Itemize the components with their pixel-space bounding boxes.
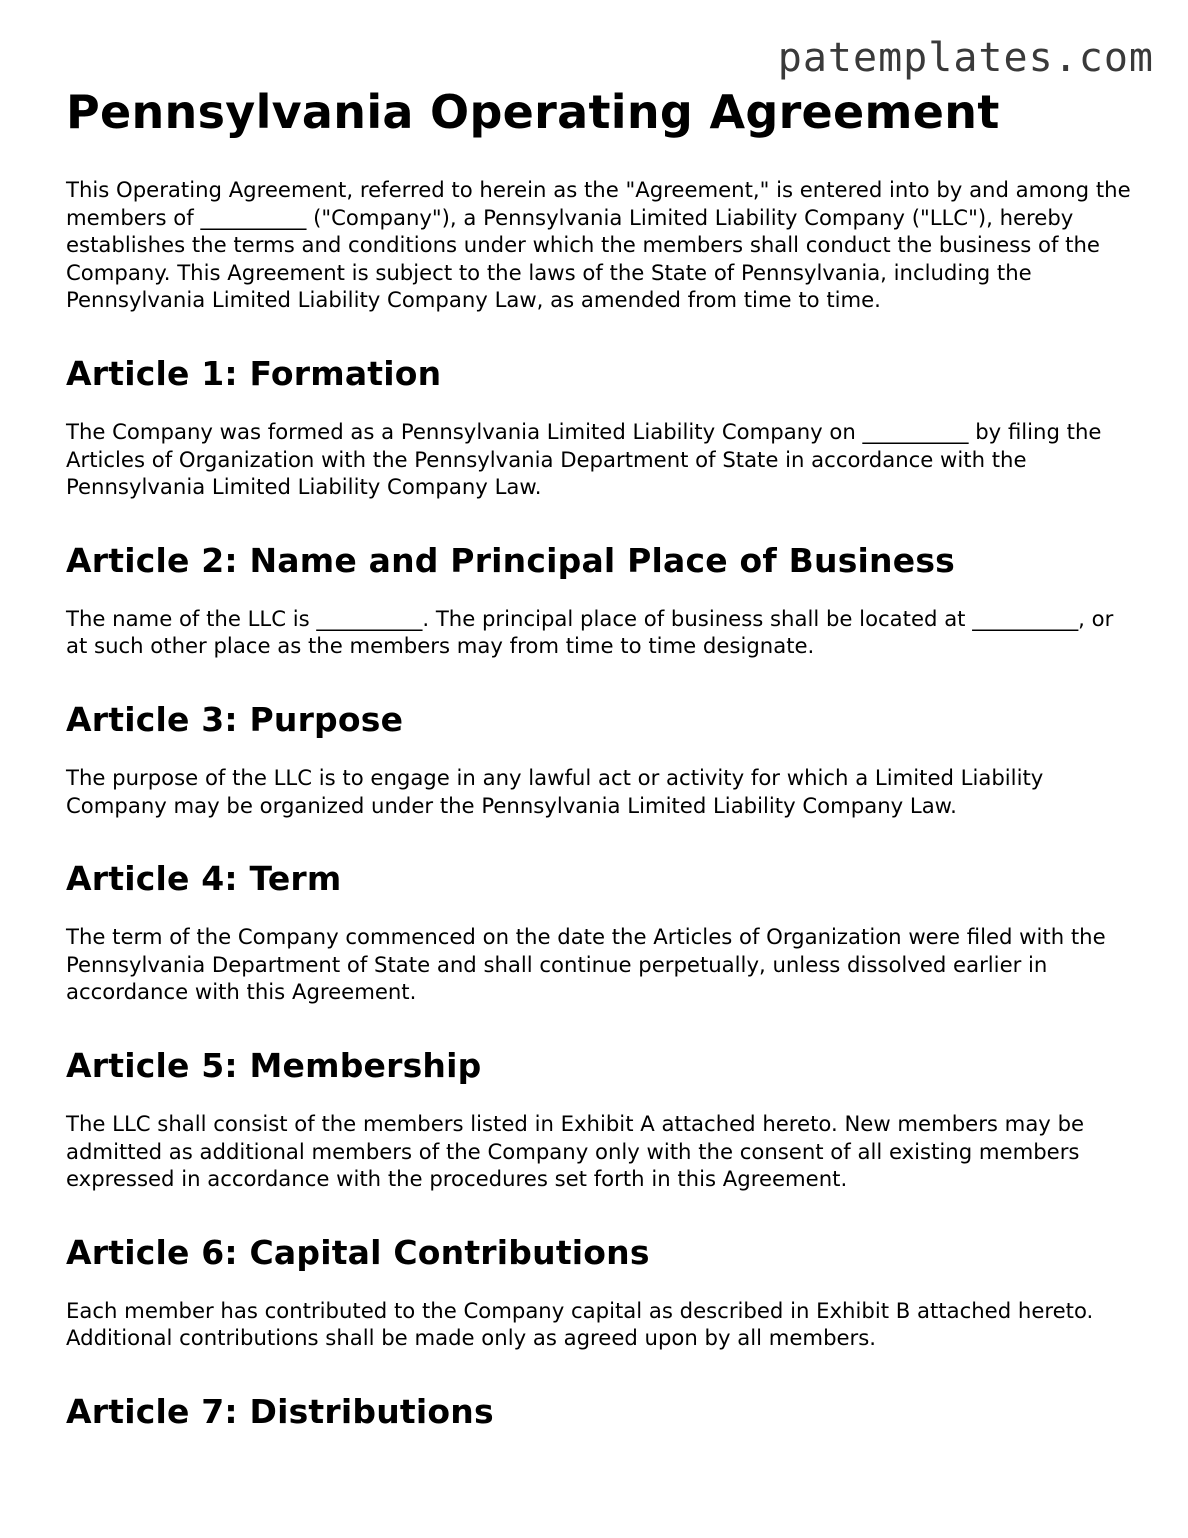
article-heading: Article 6: Capital Contributions [66, 1232, 650, 1272]
article-heading: Article 4: Term [66, 859, 342, 899]
article-5 [66, 1044, 1136, 1193]
document-title: Pennsylvania Operating Agreement [66, 85, 1000, 139]
article-4 [66, 857, 1136, 1006]
article-body: The Company was formed as a Pennsylvania Limited Liability Company on __________ by filing the Articles of Organization with the Pennsylvania Department of State in accordance with the Pennsylvania Limited Liability Company Law. [66, 418, 1102, 500]
article-body: Each member has contributed to the Company capital as described in Exhibit B attached hereto. Additional contributions shall be made only as agreed upon by all members. [66, 1297, 1094, 1351]
watermark-text: patemplates.com [777, 35, 1154, 81]
article-heading: Article 2: Name and Principal Place of Business [66, 540, 956, 580]
article-2 [66, 539, 1136, 660]
article-heading: Article 5: Membership [66, 1045, 482, 1085]
article-3 [66, 698, 1136, 819]
article-6 [66, 1231, 1136, 1352]
article-body: The name of the LLC is __________. The principal place of business shall be located at __________, or at such other place as the members may from time to time designate. [66, 605, 1114, 659]
intro-paragraph: This Operating Agreement, referred to herein as the "Agreement," is entered into by and among the members of __________ ("Company"), a Pennsylvania Limited Liability Company ("LLC"), hereby establishes the terms and conditions under which the members shall conduct the business of the Company. This Agreement is subject to the laws of the State of Pennsylvania, including the Pennsylvania Limited Liability Company Law, as amended from time to time. [66, 177, 1131, 313]
article-body: The LLC shall consist of the members listed in Exhibit A attached hereto. New members may be admitted as additional members of the Company only with the consent of all existing members expressed in accordance with the procedures set forth in this Agreement. [66, 1110, 1085, 1192]
article-1 [66, 352, 1136, 501]
article-body: The purpose of the LLC is to engage in any lawful act or activity for which a Limited Liability Company may be organized under the Pennsylvania Limited Liability Company Law. [66, 764, 1044, 818]
article-heading: Article 7: Distributions [66, 1391, 494, 1431]
article-heading: Article 1: Formation [66, 353, 442, 393]
article-heading: Article 3: Purpose [66, 699, 404, 739]
article-7 [66, 1390, 1136, 1434]
article-body: The term of the Company commenced on the date the Articles of Organization were filed with the Pennsylvania Department of State and shall continue perpetually, unless dissolved earlier in accordance with this Agreement. [66, 924, 1106, 1005]
document-page [66, 84, 1136, 1472]
